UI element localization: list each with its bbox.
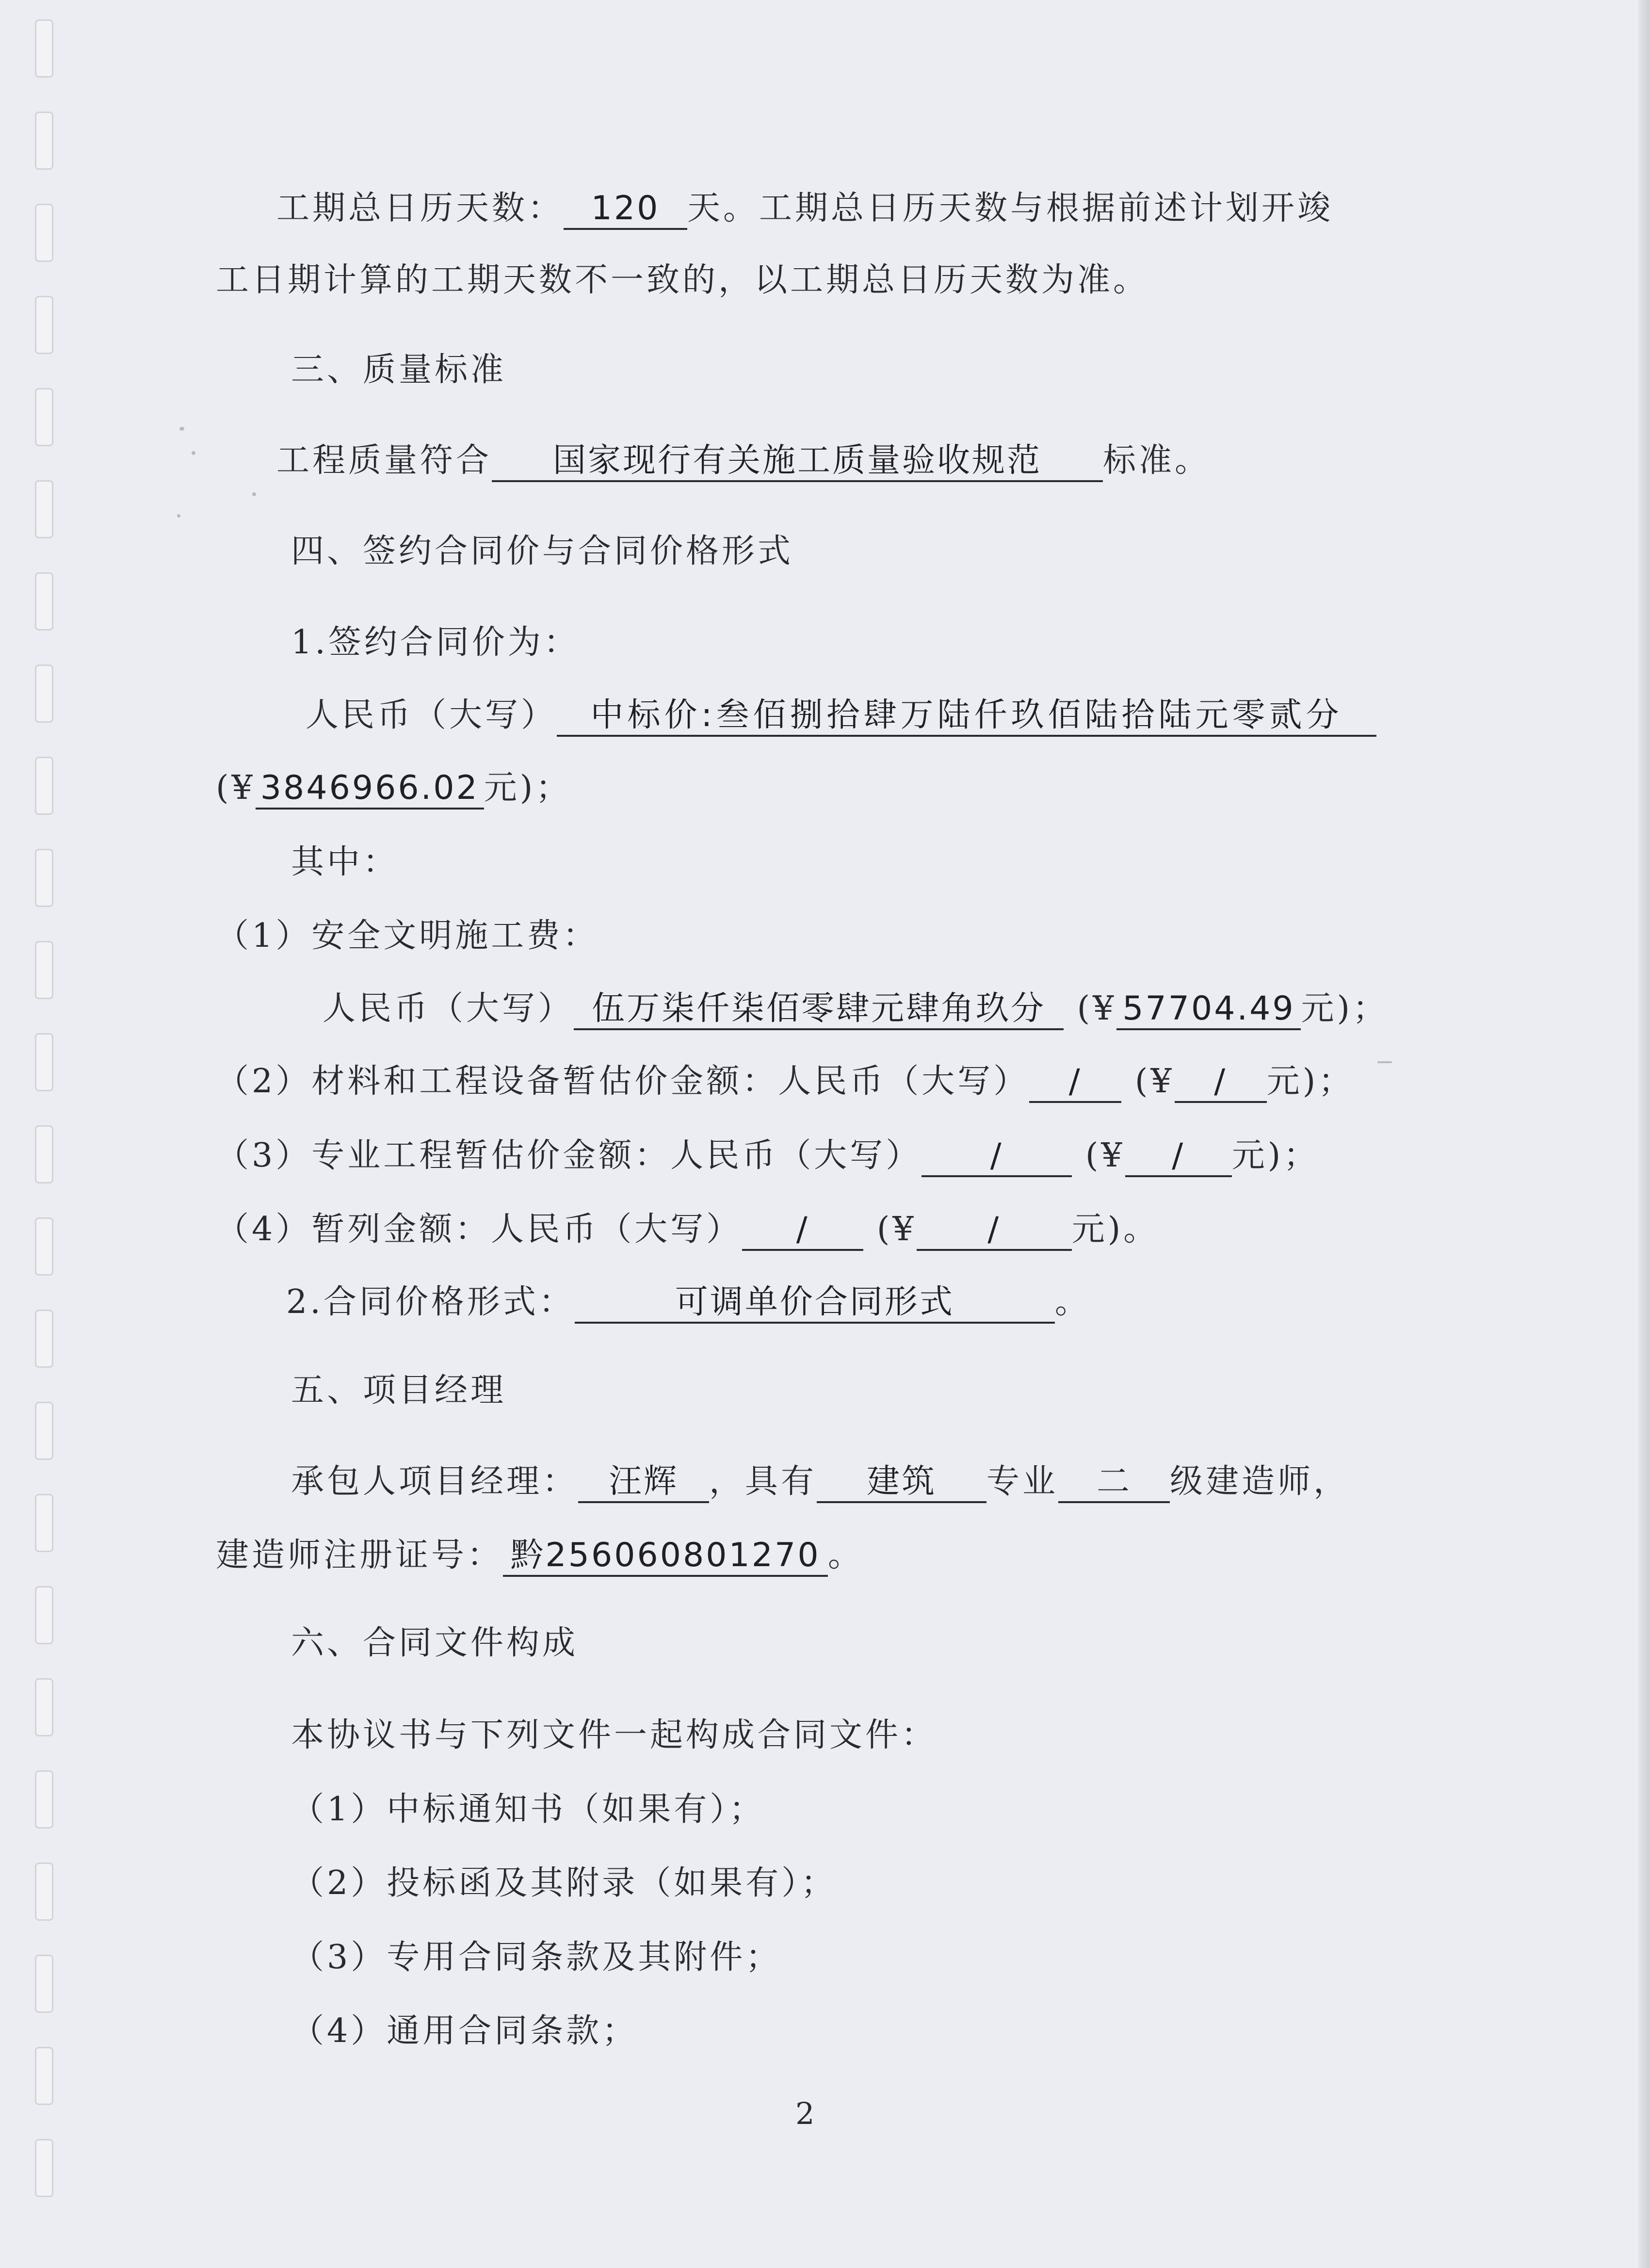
document-item xyxy=(291,1936,781,1979)
quality-label: 工程质量符合 xyxy=(276,441,492,480)
registration-suffix: 。 xyxy=(828,1536,864,1574)
binding-hole xyxy=(35,204,53,262)
duration-line-2 xyxy=(216,259,1149,302)
safety-fee-amount-value: 57704.49 xyxy=(1116,989,1301,1030)
yen-suffix: 元)。 xyxy=(1071,1210,1160,1248)
binding-hole xyxy=(35,1402,53,1460)
binding-hole xyxy=(35,2047,53,2105)
professional-estimate-upper-value: / xyxy=(922,1136,1072,1177)
price-form-suffix: 。 xyxy=(1054,1283,1091,1321)
duration-text: 天。工期总日历天数与根据前述计划开竣 xyxy=(687,189,1334,227)
duration-line xyxy=(276,187,1333,230)
yen-label: (¥ xyxy=(876,1210,917,1248)
binding-hole xyxy=(35,1217,53,1276)
yen-label: (¥ xyxy=(216,769,256,807)
binding-hole xyxy=(35,388,53,446)
manager-text: 专业 xyxy=(986,1462,1059,1501)
yen-suffix: 元)； xyxy=(1266,1062,1355,1101)
binding-hole xyxy=(35,1678,53,1736)
rmb-label: 人民币（大写） xyxy=(323,989,574,1028)
section-heading: 六、合同文件构成 xyxy=(291,1624,579,1662)
provisional-sum-label: （4）暂列金额：人民币（大写） xyxy=(216,1210,743,1248)
documents-intro-text: 本协议书与下列文件一起构成合同文件： xyxy=(291,1716,938,1754)
material-estimate-label: （2）材料和工程设备暂估价金额：人民币（大写） xyxy=(216,1062,1030,1101)
scan-speck xyxy=(179,427,184,431)
item-4-line xyxy=(216,1208,1159,1251)
yen-suffix: 元)； xyxy=(484,769,572,807)
binding-hole xyxy=(35,941,53,999)
section-5-heading xyxy=(291,1369,506,1412)
binding-hole xyxy=(35,1770,53,1829)
binding-hole xyxy=(35,1586,53,1644)
yen-label: (¥ xyxy=(1134,1062,1175,1101)
rmb-label: 人民币（大写） xyxy=(306,696,557,734)
binding-hole xyxy=(35,112,53,170)
binding-hole xyxy=(35,849,53,907)
yen-label: (¥ xyxy=(1077,989,1117,1028)
safety-fee-upper-value: 伍万柒仟柒佰零肆元肆角玖分 xyxy=(574,989,1064,1030)
binding-hole xyxy=(35,480,53,538)
binding-hole xyxy=(35,572,53,631)
document-item xyxy=(291,1788,765,1831)
document-item xyxy=(291,1862,837,1905)
contract-price-title xyxy=(291,621,580,664)
page-edge xyxy=(1638,0,1649,2268)
quality-line xyxy=(276,439,1211,483)
binding-hole xyxy=(35,1033,53,1091)
manager-label: 承包人项目经理： xyxy=(291,1462,579,1501)
yen-suffix: 元)； xyxy=(1301,989,1389,1028)
contract-price-upper-value: 中标价:叁佰捌拾肆万陆仟玖佰陆拾陆元零贰分 xyxy=(557,696,1376,737)
binding-hole xyxy=(35,296,53,354)
scan-speck xyxy=(1377,1061,1392,1063)
binding-hole xyxy=(35,2139,53,2197)
quality-standard-value: 国家现行有关施工质量验收规范 xyxy=(492,441,1103,482)
duration-text-2: 工日期计算的工期天数不一致的，以工期总日历天数为准。 xyxy=(216,261,1149,299)
registration-label: 建造师注册证号： xyxy=(216,1536,503,1574)
provisional-sum-upper-value: / xyxy=(742,1210,863,1251)
contract-price-amount-value: 3846966.02 xyxy=(256,769,484,810)
yen-suffix: 元)； xyxy=(1231,1136,1320,1175)
professional-estimate-label: （3）专业工程暂估价金额：人民币（大写） xyxy=(216,1136,922,1175)
manager-line xyxy=(291,1460,1349,1504)
binding-hole xyxy=(35,757,53,815)
provisional-sum-amount-value: / xyxy=(917,1210,1072,1251)
price-form-label: 2.合同价格形式： xyxy=(286,1283,575,1321)
manager-name-value: 汪辉 xyxy=(578,1462,709,1503)
scan-speck xyxy=(177,514,180,518)
safety-fee-label: （1）安全文明施工费： xyxy=(216,917,599,955)
item-2-line xyxy=(216,1060,1354,1103)
registration-number-value: 黔256060801270 xyxy=(503,1536,828,1577)
page-number: 2 xyxy=(795,2096,815,2131)
section-6-heading xyxy=(291,1621,578,1665)
binding-holes xyxy=(35,0,55,2268)
manager-text: 级建造师， xyxy=(1170,1462,1350,1501)
duration-days-value: 120 xyxy=(564,189,687,230)
among-line xyxy=(291,841,399,884)
professional-estimate-amount-value: / xyxy=(1125,1136,1232,1177)
duration-label: 工期总日历天数： xyxy=(276,189,564,227)
material-estimate-amount-value: / xyxy=(1175,1062,1267,1103)
quality-text: 标准。 xyxy=(1103,441,1211,480)
price-form-line xyxy=(286,1280,1091,1324)
section-3-heading xyxy=(291,348,506,392)
scan-speck xyxy=(252,492,256,496)
item-1-line xyxy=(216,914,598,958)
section-heading: 五、项目经理 xyxy=(291,1371,507,1409)
manager-level-value: 二 xyxy=(1058,1462,1170,1503)
document-item xyxy=(291,2009,638,2053)
material-estimate-upper-value: / xyxy=(1029,1062,1121,1103)
section-heading: 三、质量标准 xyxy=(291,351,507,389)
scan-speck xyxy=(192,451,195,455)
section-heading: 四、签约合同价与合同价格形式 xyxy=(291,532,794,570)
contract-price-rmb-line xyxy=(306,694,1376,737)
yen-label: (¥ xyxy=(1085,1136,1125,1175)
section-4-heading xyxy=(291,530,793,573)
binding-hole xyxy=(35,1863,53,1921)
document-item-text: （1）中标通知书（如果有）； xyxy=(291,1790,765,1829)
binding-hole xyxy=(35,1955,53,2013)
document-item-text: （3）专用合同条款及其附件； xyxy=(291,1938,782,1976)
item-1-amount-line xyxy=(323,987,1389,1031)
document-item-text: （2）投标函及其附录（如果有）； xyxy=(291,1864,837,1902)
document-item-text: （4）通用合同条款； xyxy=(291,2012,638,2050)
documents-intro xyxy=(291,1714,937,1757)
among-label: 其中： xyxy=(291,843,399,881)
manager-major-value: 建筑 xyxy=(817,1462,986,1503)
binding-hole xyxy=(35,1310,53,1368)
item-3-line xyxy=(216,1134,1319,1178)
binding-hole xyxy=(35,664,53,723)
manager-text: ，具有 xyxy=(709,1462,817,1501)
binding-hole xyxy=(35,19,53,78)
binding-hole xyxy=(35,1125,53,1183)
contract-price-label: 1.签约合同价为： xyxy=(291,623,580,662)
price-form-value: 可调单价合同形式 xyxy=(575,1283,1055,1324)
registration-line xyxy=(216,1534,864,1577)
contract-price-yen-line xyxy=(216,766,571,810)
binding-hole xyxy=(35,1494,53,1552)
